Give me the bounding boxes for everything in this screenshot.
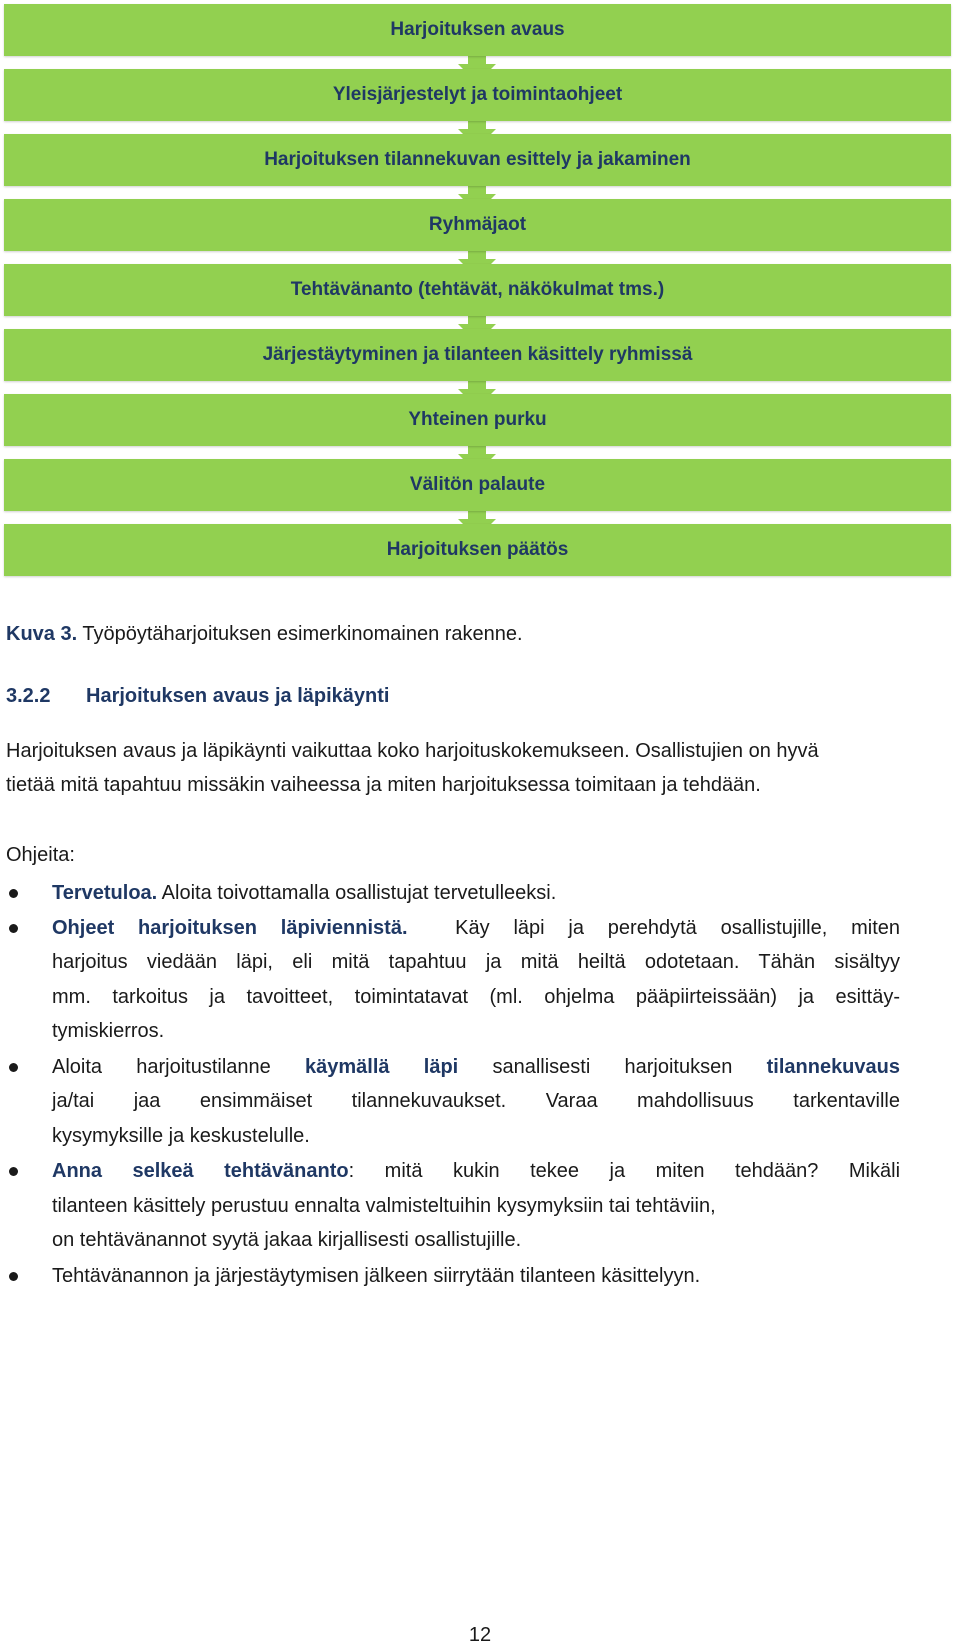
flow-step-2: Yleisjärjestelyt ja toimintaohjeet bbox=[4, 69, 951, 121]
page-number: 12 bbox=[468, 1624, 492, 1646]
bullet-bold-text: Tervetuloa. bbox=[52, 882, 158, 904]
instructions-label: Ohjeita: bbox=[6, 844, 75, 866]
bullet-text: Käy läpi ja perehdytä osallistujille, miten bbox=[455, 916, 901, 939]
bullet-text: Tehtävänannon ja järjestäytymisen jälkeen siirrytään tilanteen käsittelyyn. bbox=[52, 1264, 701, 1287]
bullet-text: tilanteen käsittely perustuu ennalta valmisteltuihin kysymyksiin tai tehtäviin, bbox=[52, 1194, 716, 1217]
bullet-bold-text: Anna selkeä tehtävänanto bbox=[52, 1160, 349, 1182]
bullet-text: : mitä kukin tekee ja miten tehdään? Mikäli bbox=[348, 1160, 901, 1182]
list-item bbox=[0, 1259, 960, 1294]
process-flow-diagram bbox=[0, 0, 960, 580]
flow-step-8: Välitön palaute bbox=[4, 459, 951, 511]
section-heading bbox=[6, 679, 389, 713]
flow-step-4: Ryhmäjaot bbox=[4, 199, 951, 251]
bullet-icon bbox=[9, 1272, 18, 1281]
bullet-text: harjoitus viedään läpi, eli mitä tapahtuu ja mitä heiltä odotetaan. Tähän sisältyy bbox=[52, 951, 900, 973]
flow-step-7: Yhteinen purku bbox=[4, 394, 951, 446]
instructions-list bbox=[0, 876, 960, 1293]
figure-caption bbox=[6, 617, 523, 651]
bullet-text: sanallisesti harjoituksen bbox=[492, 1055, 733, 1078]
caption-text: Työpöytäharjoituksen esimerkinomainen rakenne. bbox=[82, 623, 523, 645]
intro-line: Harjoituksen avaus ja läpikäynti vaikuttaa koko harjoituskokemukseen. Osallistujien on hyvä bbox=[6, 740, 819, 762]
flow-step-6: Järjestäytyminen ja tilanteen käsittely ryhmissä bbox=[4, 329, 951, 381]
bullet-text: Aloita harjoitustilanne bbox=[52, 1055, 271, 1078]
flow-step-3: Harjoituksen tilannekuvan esittely ja jakaminen bbox=[4, 134, 951, 186]
bullet-text: mm. tarkoitus ja tavoitteet, toimintatavat (ml. ohjelma pääpiirteissään) ja esittäy- bbox=[52, 985, 900, 1008]
bullet-bold-text: Ohjeet harjoituksen läpiviennistä. bbox=[52, 916, 408, 939]
bullet-icon bbox=[9, 1063, 18, 1072]
bullet-text: ja/tai jaa ensimmäiset tilannekuvaukset. Varaa mahdollisuus tarkentaville bbox=[52, 1090, 900, 1112]
list-item bbox=[0, 1154, 960, 1258]
list-item bbox=[0, 1050, 960, 1154]
intro-paragraph bbox=[6, 734, 956, 802]
section-title: Harjoituksen avaus ja läpikäynti bbox=[86, 685, 390, 707]
bullet-text: on tehtävänannot syytä jakaa kirjallisesti osallistujille. bbox=[52, 1229, 522, 1251]
bullet-bold-text: käymällä läpi bbox=[305, 1055, 459, 1078]
bullet-text: kysymyksille ja keskustelulle. bbox=[52, 1124, 310, 1147]
flow-step-5: Tehtävänanto (tehtävät, näkökulmat tms.) bbox=[4, 264, 951, 316]
bullet-text: tymiskierros. bbox=[52, 1020, 165, 1042]
bullet-icon bbox=[9, 1167, 18, 1176]
list-item bbox=[0, 911, 960, 1049]
bullet-icon bbox=[9, 924, 18, 933]
intro-line: tietää mitä tapahtuu missäkin vaiheessa ja miten harjoituksessa toimitaan ja tehdään. bbox=[6, 774, 761, 796]
section-number: 3.2.2 bbox=[6, 685, 51, 707]
bullet-icon bbox=[9, 889, 18, 898]
bullet-text: Aloita toivottamalla osallistujat tervetulleeksi. bbox=[161, 882, 557, 904]
flow-step-9: Harjoituksen päätös bbox=[4, 524, 951, 576]
bullet-bold-text: tilannekuvaus bbox=[766, 1055, 900, 1078]
caption-label: Kuva 3. bbox=[6, 623, 78, 645]
list-item bbox=[0, 876, 960, 911]
flow-step-1: Harjoituksen avaus bbox=[4, 4, 951, 56]
